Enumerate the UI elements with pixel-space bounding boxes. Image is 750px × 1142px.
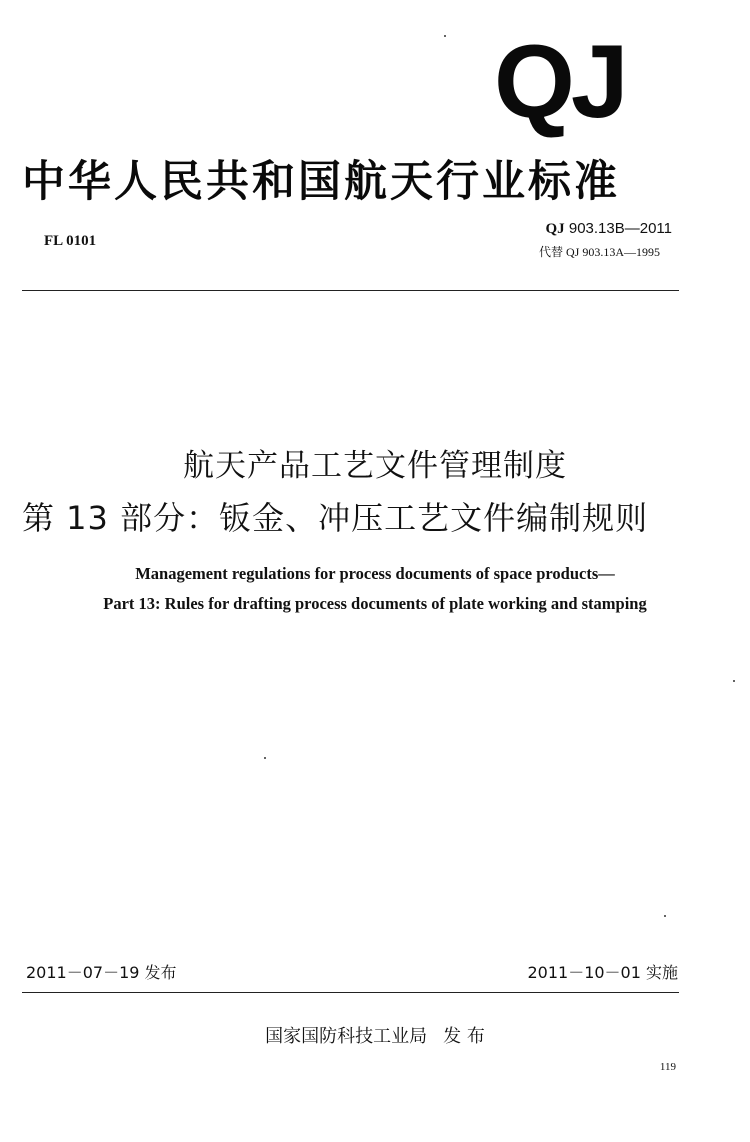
replaces-note: 代替 QJ 903.13A—1995: [538, 245, 660, 259]
header-divider: [22, 290, 679, 291]
scan-speck: [444, 35, 446, 37]
title-english-line-1: Management regulations for process documents of space products—: [135, 564, 615, 583]
title-chinese-line-1: 航天产品工艺文件管理制度: [183, 448, 567, 484]
issuer-action: 发 布: [443, 1026, 485, 1047]
title-english-line-2: Part 13: Rules for drafting process documents of plate working and stamping: [103, 594, 647, 613]
qj-logo: QJ: [494, 24, 625, 140]
issuing-authority: [0, 1022, 750, 1048]
title-chinese-line-2: 第 13 部分：钣金、冲压工艺文件编制规则: [22, 499, 649, 537]
standard-number: [546, 220, 672, 238]
standard-code: 903.13B—2011: [564, 220, 672, 237]
scan-speck: [264, 757, 266, 759]
page-number: 119: [659, 1061, 676, 1073]
scan-speck: [664, 915, 666, 917]
issuer-name: 国家国防科技工业局: [265, 1026, 428, 1047]
scan-speck: [733, 680, 735, 682]
effective-date: 2011－10－01 实施: [527, 963, 678, 982]
standard-category-title: 中华人民共和国航天行业标准: [22, 157, 620, 207]
issue-date: 2011－07－19 发布: [26, 963, 177, 982]
footer-divider: [22, 992, 679, 993]
standard-prefix: QJ: [545, 221, 565, 237]
classification-code: FL 0101: [44, 233, 97, 249]
